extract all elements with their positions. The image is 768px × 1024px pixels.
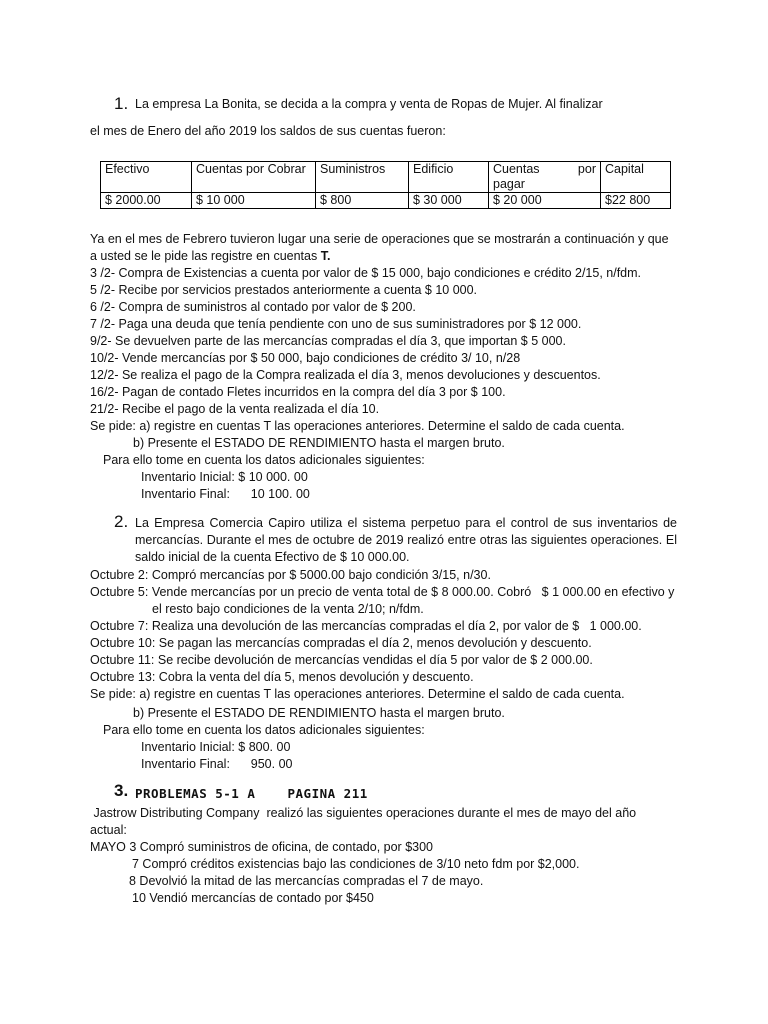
list-item: 5 /2- Recibe por servicios prestados anteriormente a cuenta $ 10 000.	[90, 283, 478, 297]
problem-2-final-inventory: Inventario Final: 950. 00	[141, 757, 293, 771]
table-header-cell: Cuentas por Cobrar	[192, 162, 316, 193]
problem-2-additional-data: Para ello tome en cuenta los datos adicionales siguientes:	[103, 723, 425, 737]
list-item: MAYO 3 Compró suministros de oficina, de contado, por $300	[90, 840, 433, 854]
list-item: Octubre 2: Compró mercancías por $ 5000.00 bajo condición 3/15, n/30.	[90, 568, 491, 582]
problem-3-number: 3.	[114, 781, 129, 800]
table-header-text: pagar	[493, 177, 525, 191]
list-item: 7 /2- Paga una deuda que tenía pendiente con uno de sus suministradores por $ 12 000.	[90, 317, 582, 331]
problem-3-line-2: actual:	[90, 823, 127, 837]
list-item: 12/2- Se realiza el pago de la Compra realizada el día 3, menos devoluciones y descuentos.	[90, 368, 601, 382]
problem-2-line-2	[135, 533, 677, 547]
problem-2-line-1	[135, 516, 677, 530]
list-item: Octubre 11: Se recibe devolución de mercancías vendidas el día 5 por valor de $ 2 000.00.	[90, 653, 593, 667]
list-item: Octubre 5: Vende mercancías por un precio de venta total de $ 8 000.00. Cobró $ 1 000.00 en efectivo y	[90, 585, 675, 599]
table-cell: $ 10 000	[192, 193, 316, 209]
list-item: el resto bajo condiciones de la venta 2/10; n/fdm.	[152, 602, 424, 616]
list-item: 3 /2- Compra de Existencias a cuenta por valor de $ 15 000, bajo condiciones e crédito 2/15, n/fdm.	[90, 266, 642, 280]
table-header-text: por	[577, 162, 596, 176]
list-item: 16/2- Pagan de contado Fletes incurridos en la compra del día 3 por $ 100.	[90, 385, 506, 399]
list-item: 6 /2- Compra de suministros al contado por valor de $ 200.	[90, 300, 416, 314]
table-row	[101, 162, 671, 193]
table-cell: $ 30 000	[409, 193, 489, 209]
table-cell: $ 20 000	[489, 193, 601, 209]
problem-1-final-inventory: Inventario Final: 10 100. 00	[141, 487, 310, 501]
problem-1-intro-2	[90, 248, 330, 265]
problem-3-line-1: Jastrow Distributing Company realizó las siguientes operaciones durante el mes de mayo del año	[90, 806, 637, 820]
table-cell: $ 800	[316, 193, 409, 209]
problem-2-request-b: b) Presente el ESTADO DE RENDIMIENTO hasta el margen bruto.	[133, 706, 505, 720]
problem-2-line-3: saldo inicial de la cuenta Efectivo de $ 10 000.00.	[135, 550, 410, 564]
table-row	[101, 193, 671, 209]
table-header-cell: Suministros	[316, 162, 409, 193]
problem-1-initial-inventory: Inventario Inicial: $ 10 000. 00	[141, 470, 308, 484]
list-item: 9/2- Se devuelven parte de las mercancías compradas el día 3, que importan $ 5 000.	[90, 334, 566, 348]
problem-1-line-1: La empresa La Bonita, se decida a la compra y venta de Ropas de Mujer. Al finalizar	[135, 97, 603, 111]
table-header-text: Cuentas	[493, 162, 540, 176]
balance-table	[100, 161, 671, 209]
list-item: 10 Vendió mercancías de contado por $450	[132, 891, 374, 905]
problem-1-request-a: Se pide: a) registre en cuentas T las operaciones anteriores. Determine el saldo de cada cuenta.	[90, 419, 625, 433]
problem-2-line-1-text: La Empresa Comercia Capiro utiliza el sistema perpetuo para el control de sus inventarios de	[135, 516, 677, 530]
table-header-cell: Efectivo	[101, 162, 192, 193]
list-item: 8 Devolvió la mitad de las mercancías compradas el 7 de mayo.	[129, 874, 484, 888]
problem-1-intro-2-text: a usted se le pide las registre en cuentas	[90, 249, 321, 263]
problem-1-line-2: el mes de Enero del año 2019 los saldos de sus cuentas fueron:	[90, 124, 446, 138]
list-item: Octubre 10: Se pagan las mercancías compradas el día 2, menos devolución y descuento.	[90, 636, 592, 650]
problem-1-intro-2-bold: T.	[320, 249, 331, 263]
list-item: 21/2- Recibe el pago de la venta realizada el día 10.	[90, 402, 380, 416]
problem-1-request-b: b) Presente el ESTADO DE RENDIMIENTO hasta el margen bruto.	[133, 436, 505, 450]
table-header-cell: Capital	[601, 162, 671, 193]
problem-1-intro-1: Ya en el mes de Febrero tuvieron lugar una serie de operaciones que se mostrarán a continuación y que	[90, 232, 669, 246]
problem-2-request-a: Se pide: a) registre en cuentas T las operaciones anteriores. Determine el saldo de cada cuenta.	[90, 687, 625, 701]
problem-1-number: 1.	[114, 94, 129, 113]
table-cell: $ 2000.00	[101, 193, 192, 209]
problem-3-heading: PROBLEMAS 5-1 A PAGINA 211	[135, 786, 368, 801]
problem-2-line-2-text: mercancías. Durante el mes de octubre de 2019 realizó entre otras las siguientes operaciones. El	[135, 533, 677, 547]
problem-2-number: 2.	[114, 512, 129, 531]
list-item: 10/2- Vende mercancías por $ 50 000, bajo condiciones de crédito 3/ 10, n/28	[90, 351, 521, 365]
table-cell: $22 800	[601, 193, 671, 209]
table-header-cell: Edificio	[409, 162, 489, 193]
list-item: 7 Compró créditos existencias bajo las condiciones de 3/10 neto fdm por $2,000.	[132, 857, 580, 871]
problem-2-initial-inventory: Inventario Inicial: $ 800. 00	[141, 740, 291, 754]
table-header-cell	[489, 162, 601, 193]
list-item: Octubre 7: Realiza una devolución de las mercancías compradas el día 2, por valor de $ 1 000.00.	[90, 619, 642, 633]
problem-1-additional-data: Para ello tome en cuenta los datos adicionales siguientes:	[103, 453, 425, 467]
list-item: Octubre 13: Cobra la venta del día 5, menos devolución y descuento.	[90, 670, 474, 684]
